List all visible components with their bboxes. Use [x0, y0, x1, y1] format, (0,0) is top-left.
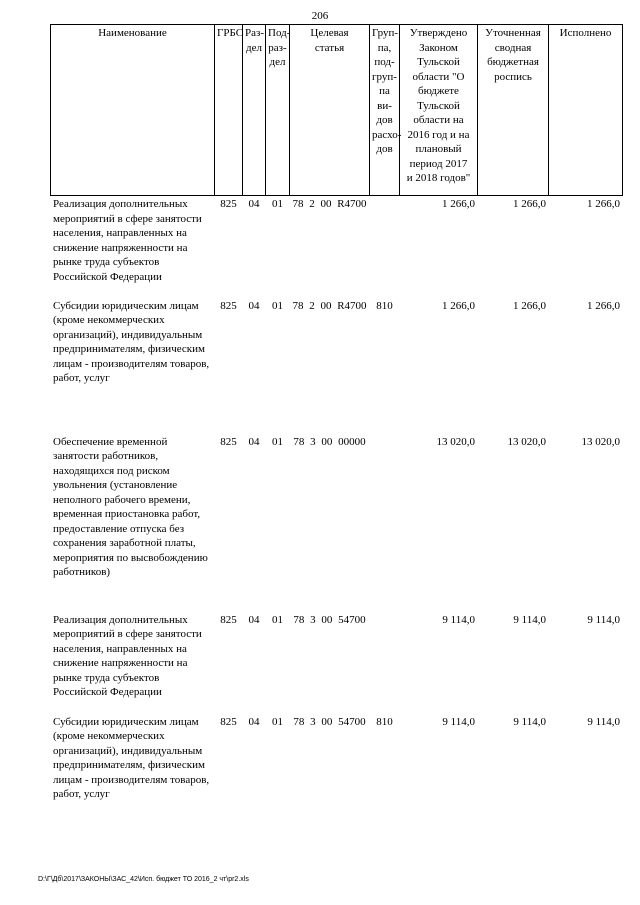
row-razdel: 04	[248, 715, 260, 728]
row-name: Реализация дополнительных мероприятий в сфере занятости населения, направленных на снижение напряженности на рынке труда субъектов Российской Федерации	[53, 198, 202, 283]
row-name: Реализация дополнительных мероприятий в сфере занятости населения, направленных на снижение напряженности на рынке труда субъектов Российской Федерации	[53, 613, 202, 699]
row-podrazdel: 01	[272, 715, 283, 728]
row-expense-group	[370, 612, 400, 714]
header-approved: Утверждено Законом Тульской области "О бюджете Тульской области на 2016 год и на плановый период 2017 и 2018 годов"	[400, 25, 478, 196]
header-executed: Исполнено	[549, 25, 623, 196]
row-executed: 9 114,0	[587, 613, 620, 626]
row-grbs: 825	[220, 715, 237, 728]
row-executed: 13 020,0	[581, 435, 620, 448]
row-name: Субсидии юридическим лицам (кроме некоммерческих организаций), индивидуальным предпринимателям, физическим лицам - производителям товаров, работ, услуг	[53, 299, 210, 385]
table-header	[51, 25, 623, 196]
row-razdel: 04	[248, 299, 260, 312]
row-razdel: 04	[248, 613, 260, 626]
row-approved: 9 114,0	[442, 613, 475, 626]
row-name: Обеспечение временной занятости работников, находящихся под риском увольнения (установление неполного рабочего времени, временная приостановка работ, предоставление отпуска без сохранения заработной платы, мероприятия по высвобождению работников)	[53, 435, 208, 579]
row-razdel: 04	[248, 435, 260, 448]
row-refined: 13 020,0	[507, 435, 546, 448]
row-target-article: 78 3 00 54700	[293, 715, 366, 728]
row-approved: 1 266,0	[442, 299, 475, 312]
row-refined: 1 266,0	[513, 198, 546, 210]
row-executed: 1 266,0	[587, 299, 620, 312]
row-grbs: 825	[220, 299, 237, 312]
header-grbs: ГРБС	[215, 25, 243, 196]
row-refined: 1 266,0	[513, 299, 546, 312]
row-podrazdel: 01	[272, 198, 283, 210]
header-refined: Уточненная сводная бюджетная роспись	[478, 25, 549, 196]
table-row	[51, 196, 623, 298]
table-row	[51, 298, 623, 434]
budget-table	[50, 24, 623, 824]
row-expense-group	[370, 434, 400, 612]
row-approved: 13 020,0	[436, 435, 475, 448]
row-razdel: 04	[248, 198, 260, 210]
row-target-article: 78 2 00 R4700	[292, 198, 367, 210]
row-expense-group: 810	[376, 299, 393, 312]
row-expense-group	[370, 196, 400, 298]
header-name: Наименование	[51, 25, 215, 196]
file-path-footer: D:\Г\Дб\2017\ЗАКОНЫ\ЗАС_42\Исп. бюджет ТО 2016_2 чт\pr2.xls	[38, 876, 249, 883]
row-executed: 9 114,0	[587, 715, 620, 728]
row-target-article: 78 3 00 00000	[293, 435, 366, 448]
row-grbs: 825	[220, 198, 237, 210]
table-row	[51, 612, 623, 714]
row-podrazdel: 01	[272, 435, 283, 448]
row-target-article: 78 3 00 54700	[293, 613, 366, 626]
table-row	[51, 434, 623, 612]
row-executed: 1 266,0	[587, 198, 620, 210]
row-grbs: 825	[220, 435, 237, 448]
header-target-article: Целевая статья	[290, 25, 370, 196]
row-approved: 1 266,0	[442, 198, 475, 210]
row-refined: 9 114,0	[513, 613, 546, 626]
row-refined: 9 114,0	[513, 715, 546, 728]
row-name: Субсидии юридическим лицам (кроме некоммерческих организаций), индивидуальным предпринимателям, физическим лицам - производителям товаров, работ, услуг	[53, 715, 210, 801]
table-row	[51, 714, 623, 824]
row-grbs: 825	[220, 613, 237, 626]
page-number: 206	[311, 10, 329, 22]
row-podrazdel: 01	[272, 299, 283, 312]
header-podrazdel: Под- раз- дел	[266, 25, 290, 196]
header-razdel: Раз- дел	[243, 25, 266, 196]
row-approved: 9 114,0	[442, 715, 475, 728]
row-target-article: 78 2 00 R4700	[292, 299, 367, 312]
row-expense-group: 810	[376, 715, 393, 728]
row-podrazdel: 01	[272, 613, 283, 626]
header-expense-group: Груп- па, под- груп- па ви- дов расхо- дов	[370, 25, 400, 196]
